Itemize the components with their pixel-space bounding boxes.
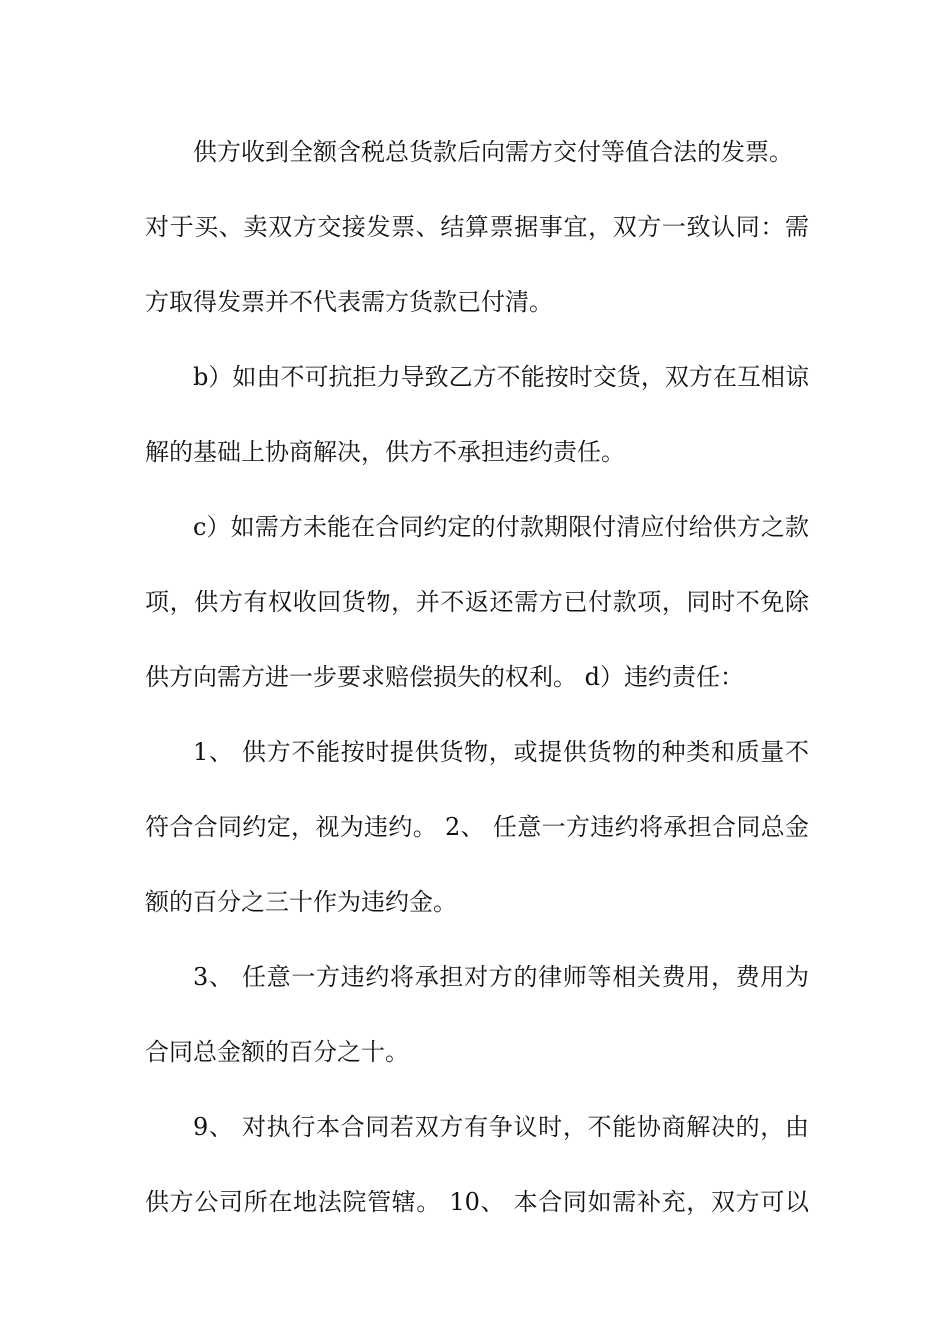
paragraph-line-6: c）如需方未能在合同约定的付款期限付清应付给供方之款 (193, 513, 809, 541)
paragraph-line-1: 供方收到全额含税总货款后向需方交付等值合法的发票。 (193, 138, 793, 166)
paragraph-line-9: 1、 供方不能按时提供货物，或提供货物的种类和质量不 (193, 738, 809, 766)
paragraph-line-3: 方取得发票并不代表需方货款已付清。 (145, 288, 553, 316)
paragraph-line-10: 符合合同约定，视为违约。 2、 任意一方违约将承担合同总金 (145, 813, 809, 841)
paragraph-line-2: 对于买、卖双方交接发票、结算票据事宜，双方一致认同：需 (145, 213, 809, 241)
document-body (145, 126, 809, 1251)
paragraph-line-11: 额的百分之三十作为违约金。 (145, 888, 457, 916)
paragraph-line-7: 项，供方有权收回货物，并不返还需方已付款项，同时不免除 (145, 588, 809, 616)
paragraph-line-8: 供方向需方进一步要求赔偿损失的权利。 d）违约责任： (145, 663, 744, 691)
paragraph-line-12: 3、 任意一方违约将承担对方的律师等相关费用，费用为 (193, 963, 809, 991)
paragraph-line-5: 解的基础上协商解决，供方不承担违约责任。 (145, 438, 625, 466)
paragraph-line-13: 合同总金额的百分之十。 (145, 1038, 409, 1066)
paragraph-line-4: b）如由不可抗拒力导致乙方不能按时交货，双方在互相谅 (193, 363, 809, 391)
paragraph-line-14: 9、 对执行本合同若双方有争议时，不能协商解决的，由 (193, 1113, 809, 1141)
paragraph-line-15: 供方公司所在地法院管辖。 10、 本合同如需补充，双方可以 (145, 1188, 809, 1216)
